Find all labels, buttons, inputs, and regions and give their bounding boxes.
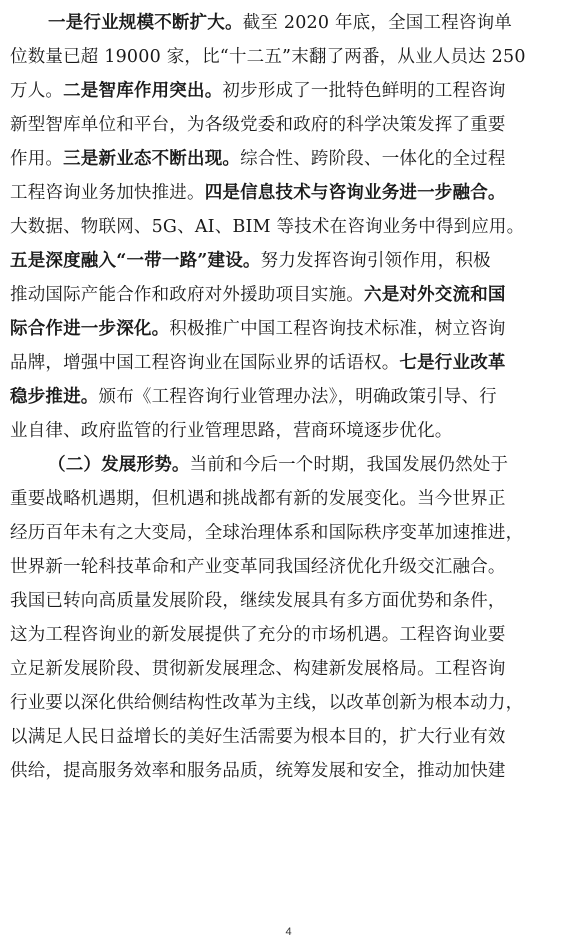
text-line [10, 516, 570, 550]
body-text: 经历百年未有之大变局，全球治理体系和国际秩序变革加速推进， [10, 523, 524, 543]
bold-heading-text: 六是对外交流和国 [364, 285, 506, 305]
text-line [48, 448, 570, 482]
body-text: 作用。 [10, 149, 64, 169]
body-text: 重要战略机遇期，但机遇和挑战都有新的发展变化。当今世界正 [10, 489, 506, 509]
body-text: 行业要以深化供给侧结构性改革为主线，以改革创新为根本动力， [10, 693, 524, 713]
page-number: 4 [285, 926, 292, 938]
text-line [10, 346, 570, 380]
bold-heading-text: （二）发展形势。 [48, 455, 190, 475]
bold-heading-text: 三是新业态不断出现。 [63, 149, 241, 169]
bold-heading-text: 四是信息技术与咨询业务进一步融合。 [204, 183, 506, 203]
body-text: 努力发挥咨询引领作用，积极 [260, 251, 491, 271]
body-text: 新型智库单位和平台，为各级党委和政府的科学决策发挥了重要 [10, 115, 506, 135]
text-line [10, 380, 570, 414]
bold-heading-text: 二是智库作用突出。 [63, 81, 223, 101]
text-line [10, 210, 570, 244]
text-line [10, 618, 570, 652]
body-text: 业自律、政府监管的行业管理思路，营商环境逐步优化。 [10, 421, 453, 441]
body-text: 世界新一轮科技革命和产业变革同我国经济优化升级交汇融合。 [10, 557, 506, 577]
text-line [10, 414, 570, 448]
body-text: 以满足人民日益增长的美好生活需要为根本目的，扩大行业有效 [10, 727, 506, 747]
text-line [10, 482, 570, 516]
text-line [10, 40, 570, 74]
text-line [10, 74, 570, 108]
body-text: 初步形成了一批特色鲜明的工程咨询 [222, 81, 506, 101]
body-text: 我国已转向高质量发展阶段，继续发展具有多方面优势和条件， [10, 591, 506, 611]
text-line [48, 6, 570, 40]
text-line [10, 584, 570, 618]
text-line [10, 652, 570, 686]
bold-heading-text: 七是行业改革 [399, 353, 506, 373]
body-text: 位数量已超 19000 家，比“十二五”末翻了两番，从业人员达 250 [10, 47, 526, 67]
text-line [10, 686, 570, 720]
body-text: 截至 2020 年底，全国工程咨询单 [242, 13, 512, 33]
text-line [10, 720, 570, 754]
bold-heading-text: 稳步推进。 [10, 387, 99, 407]
body-text: 颁布《工程咨询行业管理办法》，明确政策引导、行 [98, 387, 497, 407]
bold-heading-text: 一是行业规模不断扩大。 [48, 13, 243, 33]
text-line [10, 312, 570, 346]
body-text: 综合性、跨阶段、一体化的全过程 [240, 149, 506, 169]
text-line [10, 244, 570, 278]
body-text: 品牌，增强中国工程咨询业在国际业界的话语权。 [10, 353, 400, 373]
body-text: 立足新发展阶段、贯彻新发展理念、构建新发展格局。工程咨询 [10, 659, 506, 679]
text-line [10, 278, 570, 312]
body-text: 大数据、物联网、5G、AI、BIM 等技术在咨询业务中得到应用。 [10, 217, 525, 237]
body-text: 当前和今后一个时期，我国发展仍然处于 [189, 455, 509, 475]
body-text: 工程咨询业务加快推进。 [10, 183, 205, 203]
bold-heading-text: 际合作进一步深化。 [10, 319, 170, 339]
body-text: 万人。 [10, 81, 64, 101]
body-text: 供给，提高服务效率和服务品质，统筹发展和安全，推动加快建 [10, 761, 506, 781]
text-line [10, 754, 570, 788]
text-line [10, 550, 570, 584]
bold-heading-text: 五是深度融入“一带一路”建设。 [10, 251, 261, 271]
text-line [10, 108, 570, 142]
text-line [10, 176, 570, 210]
body-text: 推动国际产能合作和政府对外援助项目实施。 [10, 285, 364, 305]
text-line [10, 142, 570, 176]
body-text: 这为工程咨询业的新发展提供了充分的市场机遇。工程咨询业要 [10, 625, 506, 645]
body-text: 积极推广中国工程咨询技术标准，树立咨询 [169, 319, 506, 339]
